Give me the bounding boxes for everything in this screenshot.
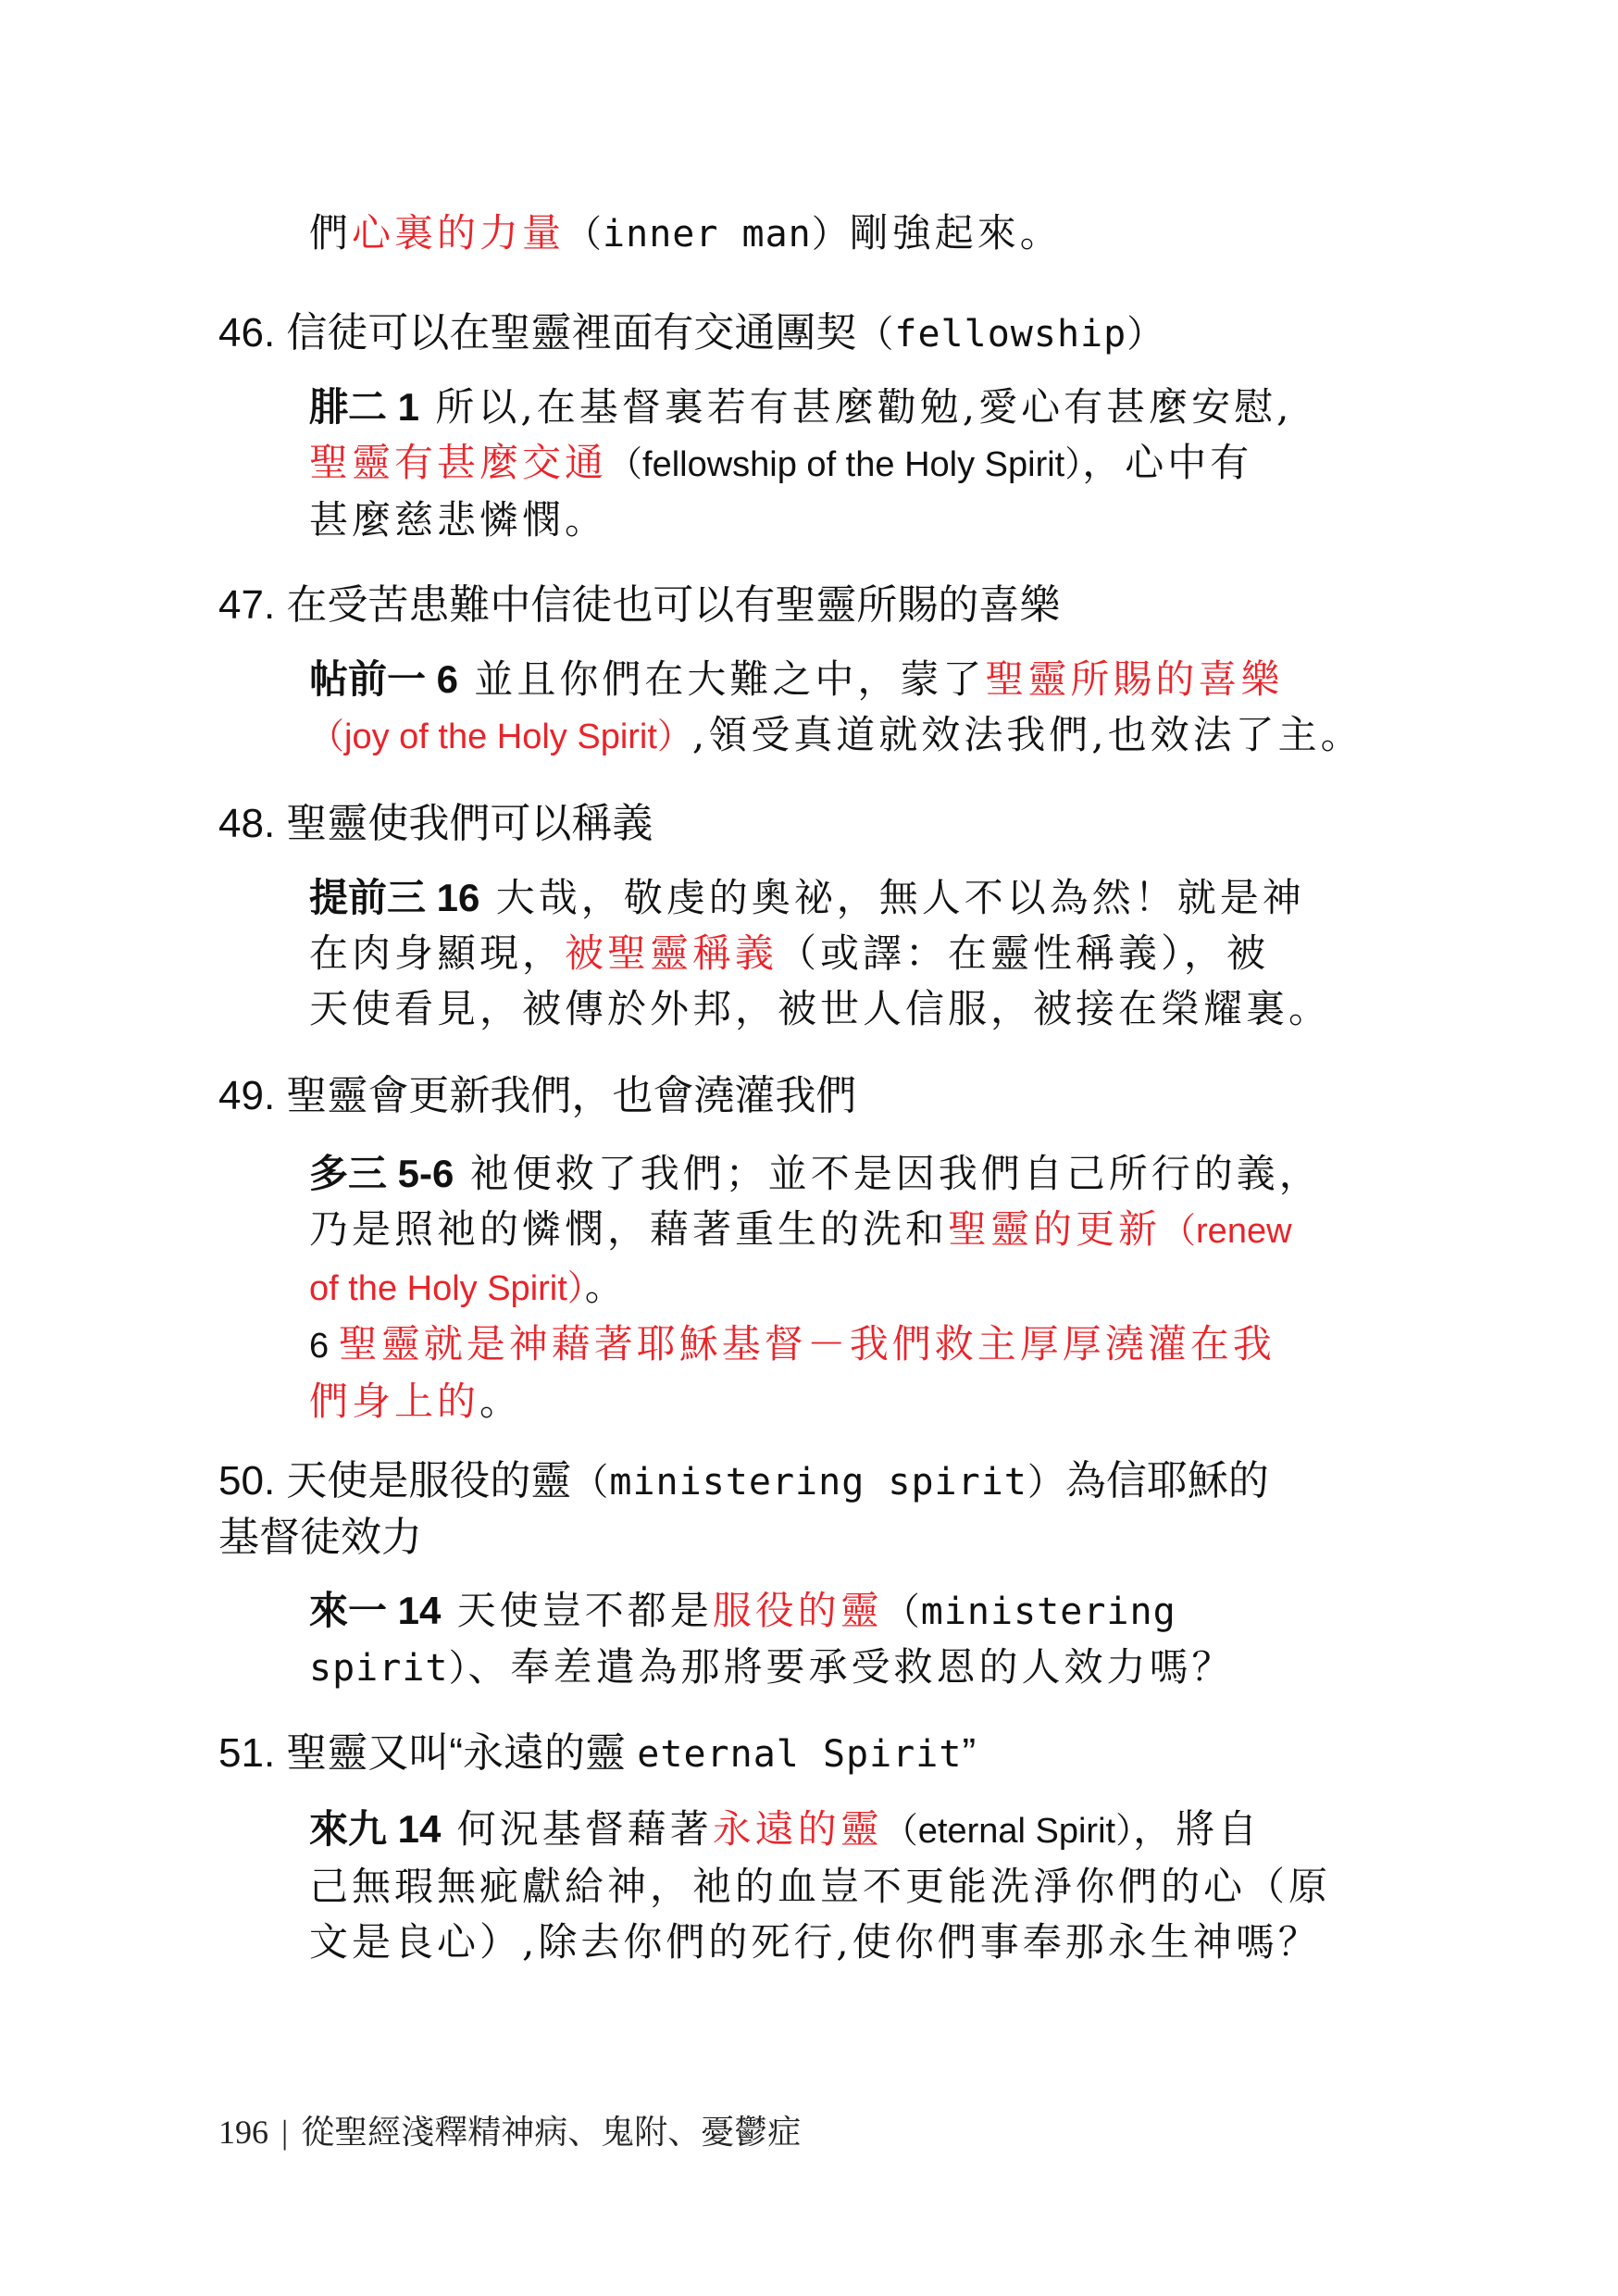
verse-49 [309,1146,1407,1429]
verse-46-highlight: 聖靈有甚麼交通 [309,440,608,485]
verse-49-line-5-tail: 。 [479,1379,523,1424]
verse-48-reference: 提前三 16 [309,876,480,919]
verse-46-line-2-tail: ，心中有 [1082,440,1253,485]
verse-50-line-2-tail: 、奉差遣為那將要承受救恩的人效力嗎？ [467,1644,1235,1690]
verse-49-english-a: （renew [1161,1212,1292,1251]
verse-50-reference: 來一 14 [309,1589,442,1632]
verse-51-highlight: 永遠的靈 [712,1806,883,1852]
heading-50-line-2: 基督徒效力 [218,1515,422,1560]
heading-47-text: 47. 在受苦患難中信徒也可以有聖靈所賜的喜樂 [218,582,1061,628]
verse-51 [309,1802,1407,1970]
verse-47-line-1: 並且你們在大難之中，蒙了 [458,656,986,702]
verse-49-line-2-head: 乃是照祂的憐憫，藉著重生的洗和 [309,1206,949,1252]
verse-48-line-1: 大哉，敬虔的奧祕，無人不以為然！就是神 [479,875,1305,920]
heading-46-text: 46. 信徒可以在聖靈裡面有交通團契 [218,310,857,356]
heading-50-english: （ministering spirit） [571,1461,1065,1504]
verse-49-highlight: 聖靈的更新 [948,1206,1162,1252]
verse-47-highlight: 聖靈所賜的喜樂 [985,656,1284,702]
verse-50-english-a: （ministering [882,1591,1176,1633]
heading-48 [218,796,1422,852]
verse-49-verse-number: 6 [309,1327,339,1366]
verse-46-reference: 腓二 1 [309,385,420,429]
verse-51-line-1-tail: ，將自 [1133,1806,1262,1852]
verse-50-english-b: spirit） [309,1647,468,1690]
verse-46-line-1: 所以,在基督裏若有甚麼勸勉,愛心有甚麼安慰, [419,384,1293,430]
heading-46 [218,306,1422,362]
verse-49-reference: 多三 5-6 [309,1152,454,1195]
verse-50-line-1: 天使豈不都是 [441,1588,713,1633]
verse-48 [309,870,1407,1037]
page-footer [218,2109,801,2155]
heading-50-text-tail: 為信耶穌的 [1064,1458,1269,1504]
intro-english: （inner man） [565,213,850,256]
verse-50 [309,1583,1407,1696]
heading-51-text-tail: ” [962,1730,977,1776]
verse-51-line-1: 何況基督藉著 [441,1806,713,1852]
verse-48-line-2-tail: （或譯：在靈性稱義），被 [778,930,1270,976]
verse-49-highlight-2: 聖靈就是神藉著耶穌基督－我們救主厚厚澆灌在我 [338,1321,1276,1366]
verse-51-line-2: 己無瑕無疵獻給神，祂的血豈不更能洗淨你們的心（原 [309,1864,1332,1909]
page-number: 196 [218,2114,268,2151]
heading-48-text: 48. 聖靈使我們可以稱義 [218,801,653,846]
verse-48-line-3: 天使看見，被傳於外邦，被世人信服，被接在榮耀裏。 [309,986,1332,1031]
heading-47 [218,578,1422,633]
verse-47-reference: 帖前一 6 [309,657,459,701]
heading-51-english: eternal Spirit [637,1733,963,1776]
intro-highlight: 心裏的力量 [352,210,566,256]
heading-49-text: 49. 聖靈會更新我們，也會澆灌我們 [218,1073,857,1118]
book-title: 從聖經淺釋精神病、鬼附、憂鬱症 [301,2113,802,2151]
heading-51 [218,1726,1422,1782]
verse-48-highlight: 被聖靈稱義 [565,930,778,976]
verse-49-line-3-tail: 。 [584,1264,628,1309]
verse-47 [309,652,1407,765]
verse-51-line-3: 文是良心）,除去你們的死行,使你們事奉那永生神嗎？ [309,1919,1321,1965]
intro-text-a: 們 [309,210,353,256]
heading-50-text: 50. 天使是服役的靈 [218,1458,572,1504]
heading-46-english: （fellowship） [856,313,1165,356]
verse-50-highlight: 服役的靈 [712,1588,883,1633]
footer-separator: | [281,2114,289,2151]
intro-continuation [309,206,1407,262]
verse-49-line-1: 祂便救了我們；並不是因我們自己所行的義， [454,1151,1322,1196]
verse-51-english: （eternal Spirit） [882,1812,1134,1851]
verse-46 [309,380,1407,548]
verse-51-reference: 來九 14 [309,1807,442,1851]
verse-47-english-highlight: （joy of the Holy Spirit） [309,718,692,756]
intro-text-b: 剛強起來。 [849,210,1063,256]
heading-49 [218,1068,1422,1124]
verse-46-english: （fellowship of the Holy Spirit） [607,445,1083,484]
heading-50 [218,1454,1422,1566]
verse-47-line-2-tail: ,領受真道就效法我們,也效法了主。 [691,712,1363,757]
verse-49-english-b: of the Holy Spirit） [309,1269,585,1308]
heading-51-text: 51. 聖靈又叫“永遠的靈 [218,1730,638,1776]
verse-49-highlight-3: 們身上的 [309,1379,480,1424]
verse-48-line-2-head: 在肉身顯現， [309,930,566,976]
verse-46-line-3: 甚麼慈悲憐憫。 [309,497,608,543]
